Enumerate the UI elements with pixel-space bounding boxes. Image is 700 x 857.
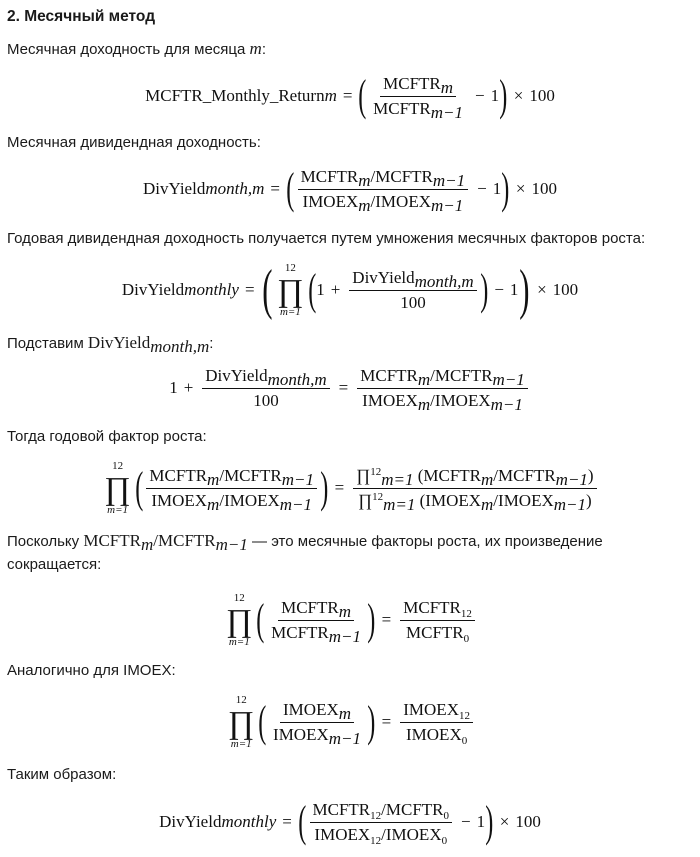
- math-token: MCFTR: [385, 799, 444, 819]
- math-token: MCFTR: [300, 166, 359, 186]
- math-token: 0: [461, 734, 468, 747]
- math-token: m−1: [492, 369, 525, 389]
- math-token: MCFTR: [406, 622, 464, 642]
- math-token: ): [519, 259, 530, 321]
- math-token: DivYield: [121, 280, 185, 299]
- math-token: [280, 700, 354, 723]
- math-variable: m: [249, 39, 262, 58]
- math-token: m−1: [553, 494, 586, 514]
- math-token: [403, 723, 470, 745]
- math-token: MCFTR: [271, 622, 329, 642]
- math-token: [146, 466, 317, 489]
- math-token: ): [479, 265, 489, 314]
- math-token: 0: [441, 834, 448, 847]
- math-token: [226, 592, 252, 648]
- math-token: MCFTR: [383, 73, 441, 93]
- math-token: DivYield: [142, 179, 206, 198]
- math-token: m: [417, 369, 431, 389]
- math-token: 100: [515, 812, 541, 831]
- math-token: [357, 365, 528, 414]
- math-token: ∏$^{12}_{m=1}$ $(MCFTR_m/MCFTR_{m-1})$: [353, 466, 596, 489]
- math-token: ×: [537, 280, 547, 299]
- math-token: +: [330, 280, 341, 299]
- math-token: IMOEX: [425, 490, 482, 510]
- math-token: [148, 489, 315, 514]
- math-token: [310, 800, 453, 823]
- math-token: ): [367, 697, 376, 746]
- math-token: m=1: [107, 504, 129, 516]
- math-token: [298, 167, 469, 190]
- math-token: /: [370, 166, 376, 186]
- math-token: ∏: [104, 470, 131, 506]
- math-token: MCFTR: [403, 597, 461, 617]
- math-token: /: [381, 824, 386, 844]
- math-token: 1: [169, 378, 178, 397]
- math-token: [349, 268, 476, 291]
- math-token: [202, 366, 329, 411]
- math-token: 12: [112, 460, 124, 472]
- math-token: [298, 166, 469, 215]
- math-token: ): [485, 797, 494, 846]
- math-token: IMOEX: [403, 699, 459, 719]
- paragraph-since-cont: сокращается:: [7, 556, 102, 573]
- math-token: 100: [552, 280, 579, 299]
- math-token: (: [298, 797, 307, 846]
- math-token: 1: [476, 812, 486, 831]
- math-token: m=1: [381, 469, 414, 489]
- math-token: 0: [463, 632, 470, 645]
- math-token: 100: [253, 390, 279, 410]
- math-token: IMOEX: [314, 824, 371, 844]
- math-token: m−1: [281, 469, 314, 489]
- equation-annual-factor: [0, 456, 700, 520]
- math-token: [359, 389, 526, 414]
- math-token: IMOEX: [224, 490, 280, 510]
- math-token: MCFTR: [498, 465, 556, 485]
- math-token: 1: [492, 179, 502, 198]
- equation-monthly-return: MCFTR_Monthly_Return m = ( $\frac{MCFTR_m}{MCFTR_{m-1}}$ − 1 ) × 100: [145, 71, 555, 122]
- math-token: ): [320, 463, 329, 512]
- math-token: −: [461, 812, 471, 831]
- math-token: ∏: [277, 272, 304, 308]
- math-token: [400, 700, 473, 723]
- math-token: ∏: [226, 602, 253, 638]
- math-token: m: [338, 703, 352, 723]
- equation-div-yield-annual: DivYield monthly = ( 12 ∏ m=1 ( 1 + $\frac{DivYield_{month,m}}{100}$ ) − 1 ) × 100: [121, 259, 579, 321]
- math-token: MCFTR: [360, 365, 418, 385]
- math-token: [310, 800, 453, 845]
- math-token: ∏: [356, 465, 371, 485]
- math-token: 12: [370, 465, 382, 478]
- math-token: /: [381, 799, 386, 819]
- math-token: 100: [529, 86, 555, 105]
- math-token: −: [477, 179, 487, 198]
- fraction: [370, 73, 466, 122]
- math-token: ×: [515, 179, 526, 198]
- math-token: ×: [513, 86, 524, 105]
- math-token: [270, 699, 364, 748]
- math-token: 12: [460, 607, 472, 620]
- math-token: (: [307, 265, 316, 314]
- math-token: MCFTR: [224, 465, 282, 485]
- math-token: ): [501, 164, 510, 213]
- math-token: IMOEX: [283, 699, 339, 719]
- math-token: MCFTR: [375, 166, 433, 186]
- math-token: =: [334, 478, 345, 497]
- math-token: [300, 190, 467, 215]
- math-token: IMOEX: [498, 490, 554, 510]
- math-token: DivYield: [352, 267, 415, 287]
- math-token: /: [493, 465, 499, 485]
- paragraph-substitute: Подставим DivYield$_{month,m}$:: [7, 333, 214, 356]
- math-token: [400, 700, 473, 745]
- math-token: [349, 268, 476, 313]
- paragraph-annual-factor: Тогда годовой фактор роста:: [7, 428, 207, 445]
- math-token: m=1: [228, 636, 250, 648]
- math-token: MCFTR: [281, 597, 339, 617]
- equation-growth-factor: [0, 362, 700, 414]
- paragraph-monthly-return: Месячная доходность для месяца m:: [7, 39, 266, 58]
- math-token: m: [207, 494, 220, 514]
- math-token: IMOEX: [375, 191, 431, 211]
- paragraph-imoex: Аналогично для IMOEX:: [7, 662, 176, 679]
- math-token: ∏$^{12}_{m=1}$ $(IMOEX_m/IMOEX_{m-1})$: [358, 490, 592, 514]
- math-token: ): [367, 595, 376, 644]
- math-token: [277, 262, 303, 318]
- math-token: month,m: [267, 369, 327, 389]
- math-token: m−1: [328, 626, 361, 646]
- math-token: 12: [284, 262, 296, 274]
- math-token: =: [270, 179, 280, 198]
- math-token: IMOEX: [434, 390, 491, 410]
- math-token: [278, 598, 354, 621]
- math-token: 12: [370, 834, 382, 847]
- math-token: /: [430, 390, 435, 410]
- math-token: MCFTR: [312, 799, 371, 819]
- math-token: [228, 694, 254, 750]
- math-token: =: [282, 812, 292, 831]
- math-token: =: [381, 712, 392, 731]
- math-token: ∏: [228, 704, 255, 740]
- math-token: (: [258, 697, 267, 746]
- math-token: 1: [316, 280, 325, 299]
- math-token: =: [338, 378, 349, 397]
- math-token: m: [338, 601, 352, 621]
- math-token: MCFTR: [434, 365, 493, 385]
- math-token: [380, 74, 456, 97]
- math-token: (: [256, 595, 265, 644]
- math-token: IMOEX: [273, 724, 329, 744]
- paragraph-text: Месячная доходность для месяца: [7, 41, 250, 58]
- math-token: =: [244, 280, 255, 299]
- math-token: (: [286, 164, 295, 213]
- math-token: /: [219, 490, 225, 510]
- math-token: m=1: [279, 306, 301, 318]
- math-token: [400, 598, 475, 621]
- math-token: [357, 366, 528, 389]
- math-token: /: [430, 365, 435, 385]
- math-token: /: [370, 191, 376, 211]
- math-token: m=1: [230, 738, 252, 750]
- math-token: m−1: [555, 469, 588, 489]
- math-token: ∏: [358, 490, 373, 510]
- math-token: m−1: [279, 494, 313, 514]
- math-term: MCFTR_Monthly_Return: [145, 86, 325, 105]
- math-token: 100: [531, 179, 557, 198]
- math-token: month,m: [414, 271, 474, 291]
- math-token: IMOEX: [151, 490, 208, 510]
- math-token: 12: [458, 709, 470, 722]
- math-token: /: [219, 465, 225, 485]
- math-token: 1: [490, 86, 500, 105]
- math-token: m−1: [490, 394, 523, 414]
- math-token: m−1: [328, 728, 361, 748]
- math-token: +: [183, 378, 194, 397]
- math-token: [146, 465, 317, 514]
- math-token: m: [481, 469, 494, 489]
- math-token: DivYield: [159, 812, 222, 831]
- math-token: IMOEX: [406, 724, 462, 744]
- paragraph-annual-yield: Годовая дивидендная доходность получается путем умножения месячных факторов роста:: [7, 230, 646, 247]
- math-token: [268, 621, 364, 646]
- equation-div-yield-month: DivYield month,m = ( $\frac{MCFTR_m/MCFTR_{m-1}}{IMOEX_m/IMOEX_{m-1}}$ − 1 ) × 100: [142, 164, 557, 215]
- math-token: m: [481, 494, 494, 514]
- math-token: [353, 465, 596, 514]
- math-token: m−1: [432, 170, 466, 190]
- math-token: [270, 723, 364, 748]
- math-token: [104, 460, 130, 516]
- math-token: 1: [509, 280, 519, 299]
- math-token: 12: [235, 694, 247, 706]
- math-token: (: [261, 259, 273, 321]
- right-paren: ): [499, 71, 508, 120]
- math-token: IMOEX: [302, 191, 359, 211]
- math-token: ×: [499, 812, 510, 831]
- math-token: m=1: [383, 494, 416, 514]
- math-token: IMOEX: [385, 824, 442, 844]
- math-token: 0: [443, 809, 450, 822]
- math-token: m: [358, 170, 371, 190]
- math-operator: −: [475, 86, 485, 105]
- equation-final: DivYield monthly = ( $\frac{MCFTR_{12}/MCFTR_0}{IMOEX_{12}/IMOEX_0}$ − 1 ) × 100: [159, 797, 541, 847]
- math-token: MCFTR: [149, 465, 208, 485]
- math-token: m: [417, 394, 431, 414]
- math-token: DivYield: [205, 365, 268, 385]
- math-token: m−1: [430, 195, 464, 215]
- math-token: [202, 366, 329, 389]
- math-token: [311, 823, 450, 845]
- math-token: 12: [372, 490, 384, 503]
- paragraph-since: Поскольку $MCFTR_m/MCFTR_{m-1}$ — это месячные факторы роста, их произведение: [7, 531, 603, 554]
- math-token: 100: [400, 292, 426, 312]
- paragraph-div-yield: Месячная дивидендная доходность:: [7, 134, 261, 151]
- paragraph-thus: Таким образом:: [7, 766, 117, 783]
- math-token: [403, 621, 472, 643]
- math-token: (: [135, 463, 144, 512]
- math-token: MCFTR: [373, 98, 431, 118]
- math-token: m: [358, 195, 371, 215]
- math-token: [268, 597, 364, 646]
- math-token: m: [440, 77, 454, 97]
- section-title: 2. Месячный метод: [7, 8, 156, 25]
- math-token: =: [381, 610, 392, 629]
- math-token: 12: [370, 809, 382, 822]
- equation-mcftr-product: [0, 590, 700, 650]
- math-operator: =: [342, 86, 353, 105]
- math-token: MCFTR: [423, 465, 482, 485]
- math-token: IMOEX: [362, 390, 418, 410]
- math-token: m: [207, 469, 220, 489]
- math-token: /: [493, 490, 499, 510]
- equation-imoex-product: [0, 692, 700, 752]
- math-token: m−1: [430, 102, 464, 122]
- math-token: [370, 97, 466, 122]
- left-paren: (: [358, 71, 367, 120]
- math-token: [400, 598, 475, 643]
- math-token: 12: [233, 592, 245, 604]
- math-token: −: [494, 280, 504, 299]
